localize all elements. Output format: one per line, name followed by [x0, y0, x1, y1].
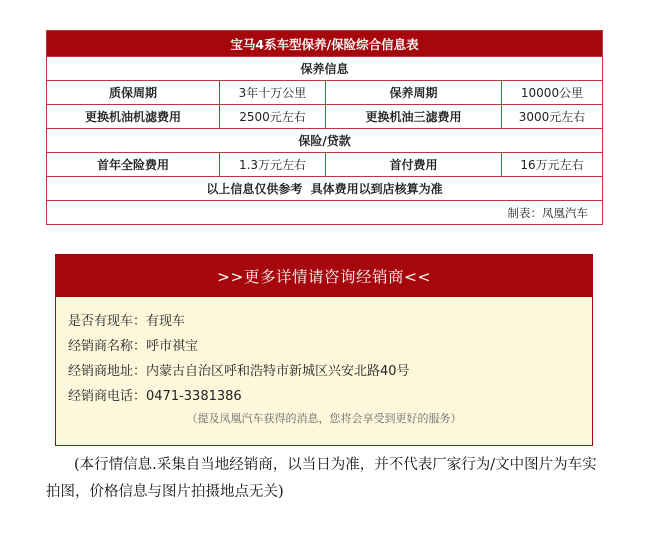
down-payment-value: 16万元左右	[502, 153, 603, 177]
dealer-address-line	[68, 359, 592, 384]
three-filter-cost-value: 3000元左右	[502, 105, 603, 129]
dealer-header: >>更多详情请咨询经销商<<	[56, 255, 592, 297]
dealer-name-line	[68, 334, 592, 359]
warranty-value: 3年十万公里	[220, 81, 326, 105]
stock-status-line	[68, 309, 592, 334]
table-row	[47, 105, 603, 129]
dealer-info-box	[55, 254, 593, 446]
service-interval-label: 保养周期	[326, 81, 502, 105]
disclaimer-paragraph: (本行情信息.采集自当地经销商，以当日为准，并不代表厂家行为/文中图片为车实拍图，价格信息与图片拍摄地点无关)	[46, 457, 597, 500]
insurance-cost-label: 首年全险费用	[47, 153, 220, 177]
warranty-label: 质保周期	[47, 81, 220, 105]
oil-filter-cost-value: 2500元左右	[220, 105, 326, 129]
dealer-phone-value: 0471-3381386	[146, 389, 242, 404]
dealer-name-label: 经销商名称：	[68, 339, 147, 354]
table-row	[47, 153, 603, 177]
section-insurance: 保险/贷款	[47, 129, 603, 153]
stock-status-value: 有现车	[146, 314, 186, 329]
stock-status-label: 是否有现车：	[68, 314, 147, 329]
three-filter-cost-label: 更换机油三滤费用	[326, 105, 502, 129]
dealer-address-value: 内蒙古自治区呼和浩特市新城区兴安北路40号	[146, 364, 410, 379]
table-title: 宝马4系车型保养/保险综合信息表	[47, 31, 603, 57]
down-payment-label: 首付费用	[326, 153, 502, 177]
dealer-service-note: （提及凤凰汽车获得的消息，您将会享受到更好的服务）	[186, 412, 462, 425]
dealer-phone-line	[68, 384, 592, 409]
dealer-name-value: 呼市祺宝	[146, 339, 199, 354]
service-interval-value: 10000公里	[502, 81, 603, 105]
oil-filter-cost-label: 更换机油机滤费用	[47, 105, 220, 129]
dealer-phone-label: 经销商电话：	[68, 389, 147, 404]
insurance-cost-value: 1.3万元左右	[220, 153, 326, 177]
dealer-details	[56, 297, 592, 426]
section-maintenance: 保养信息	[47, 57, 603, 81]
maintenance-insurance-table	[46, 30, 603, 225]
table-row	[47, 81, 603, 105]
reference-note: 以上信息仅供参考 具体费用以到店核算为准	[47, 177, 603, 201]
table-credit: 制表：凤凰汽车	[47, 201, 603, 225]
dealer-address-label: 经销商地址：	[68, 364, 147, 379]
